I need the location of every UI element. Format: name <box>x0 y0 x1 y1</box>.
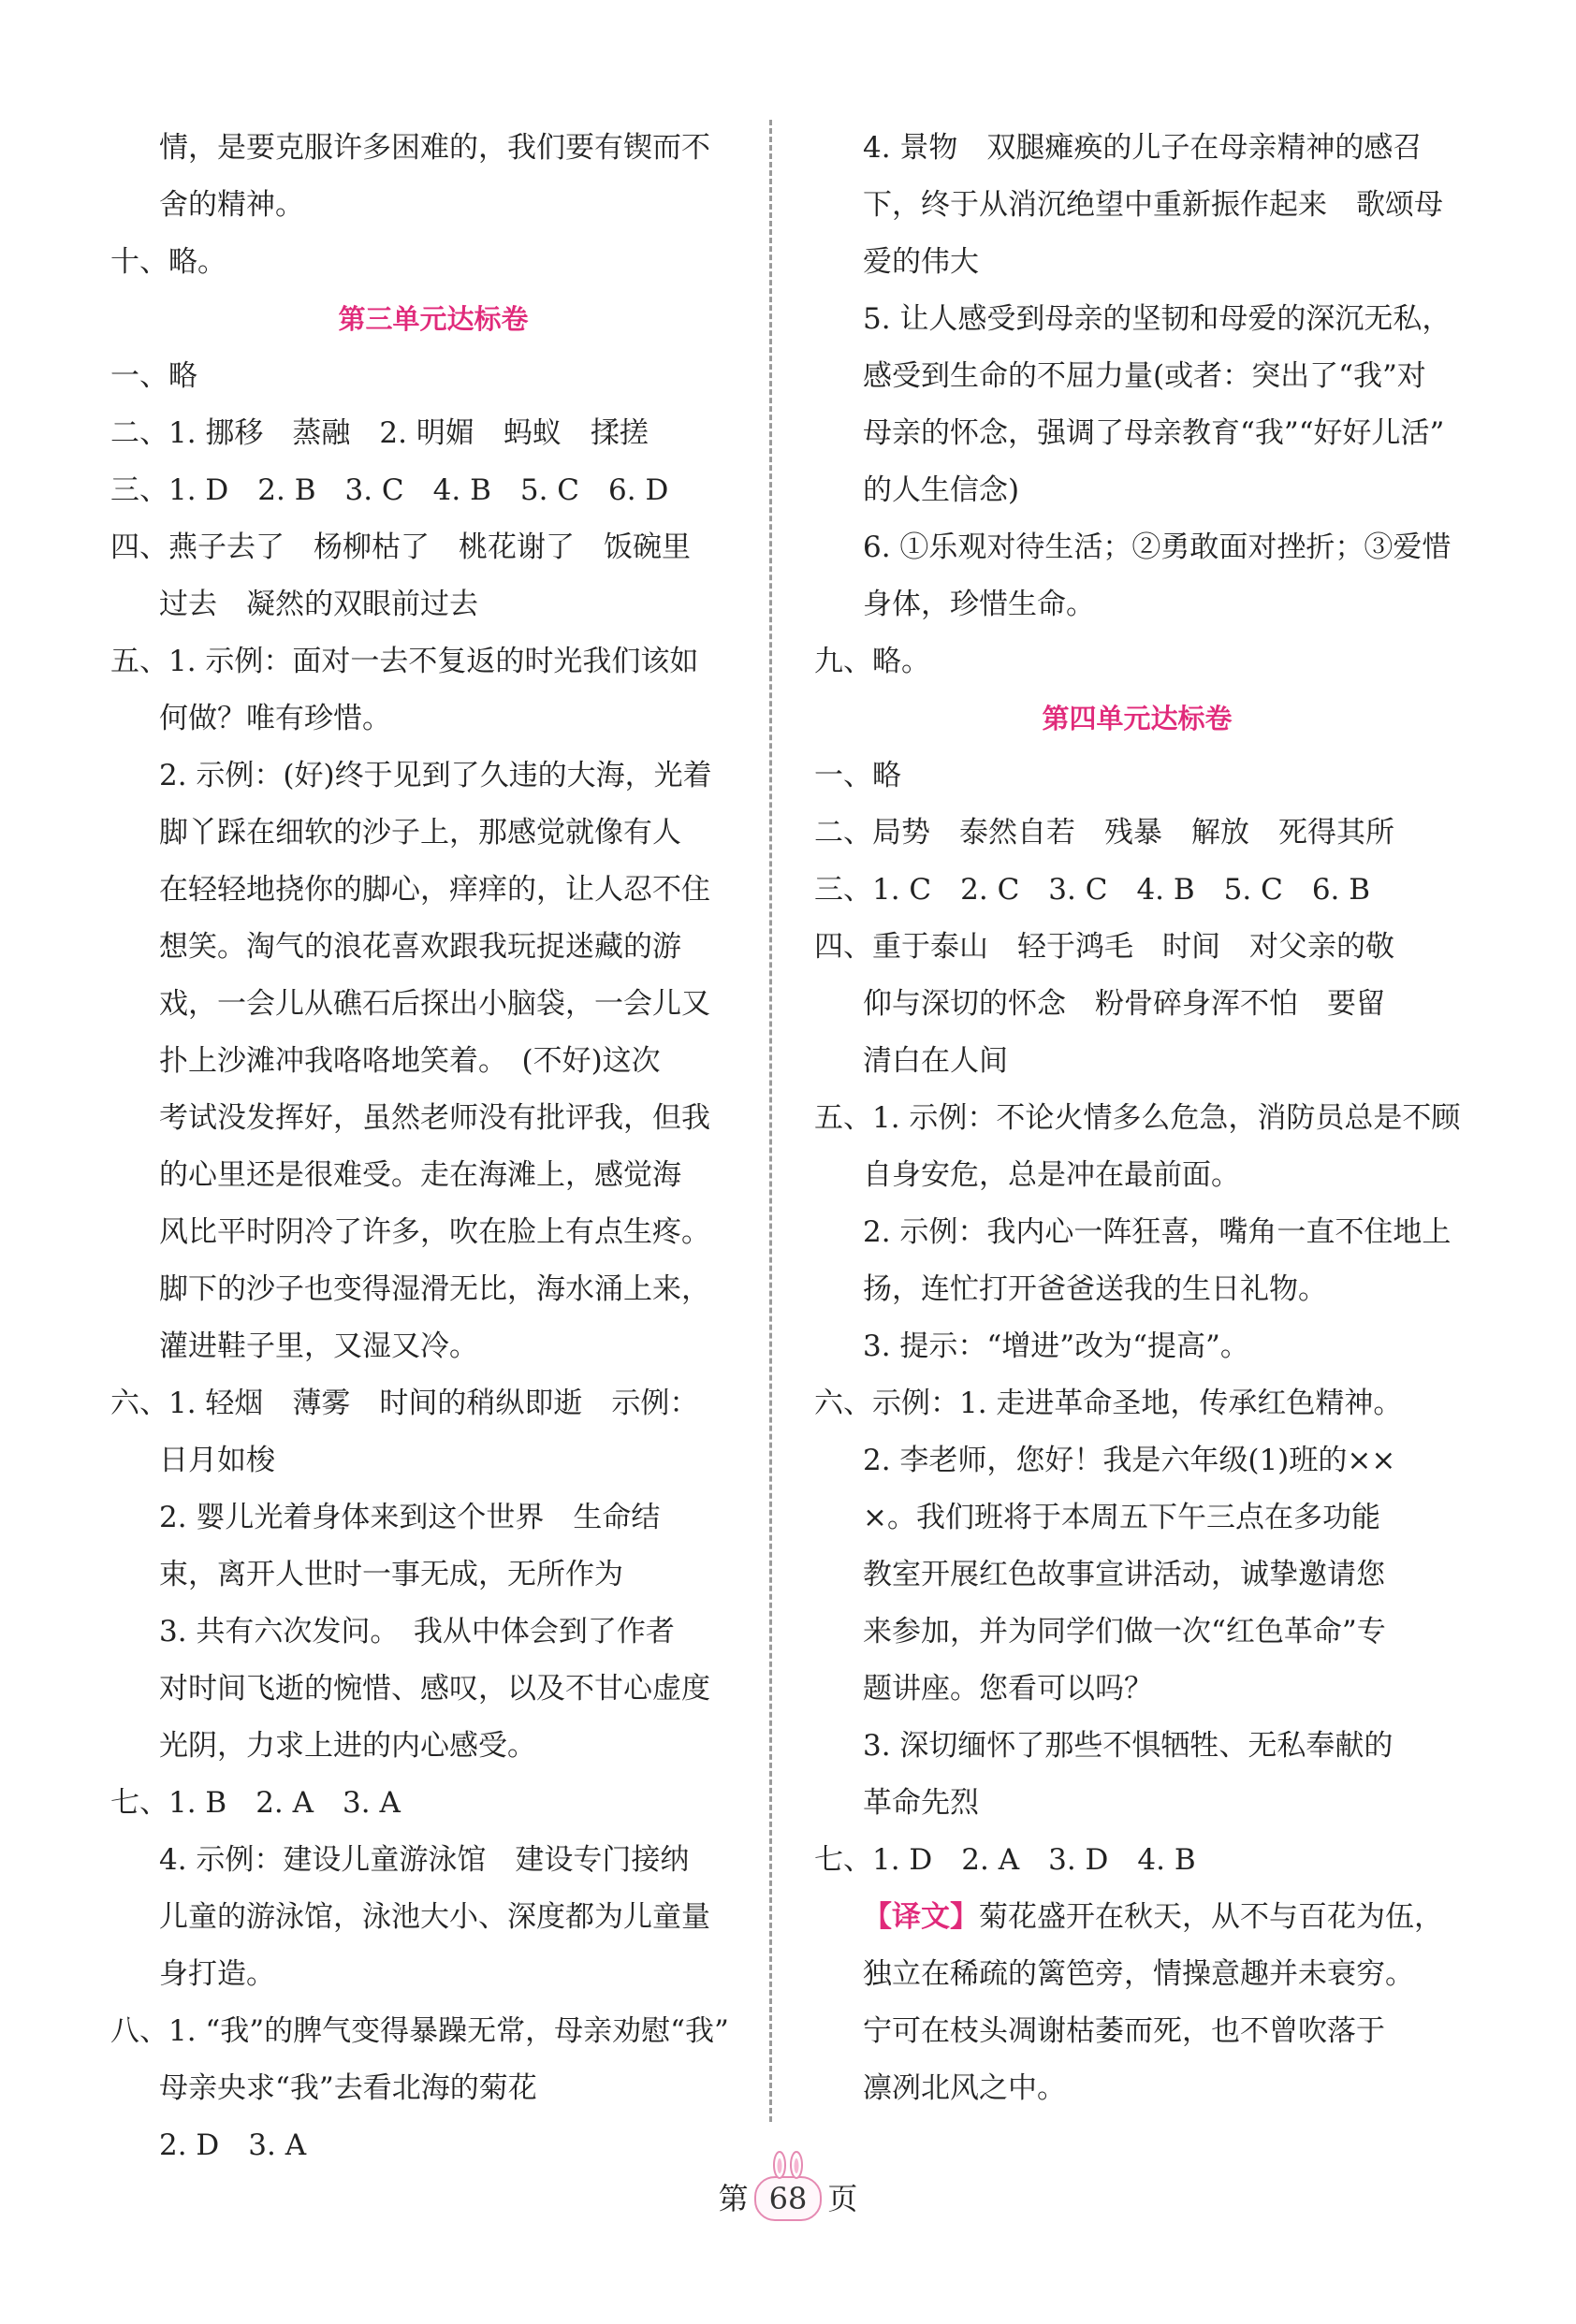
answer-line: 四、燕子去了 杨柳枯了 桃花谢了 饭碗里 <box>110 530 691 564</box>
answer-line: ×。我们班将于本周五下午三点在多功能 <box>863 1501 1380 1534</box>
answer-line: 教室开展红色故事宣讲活动，诚挚邀请您 <box>863 1558 1385 1591</box>
answer-line: 七、1. B 2. A 3. A <box>110 1786 401 1820</box>
answer-line: 扬，连忙打开爸爸送我的生日礼物。 <box>863 1272 1327 1306</box>
answer-line: 二、局势 泰然自若 残暴 解放 死得其所 <box>814 816 1394 850</box>
answer-line: 戏，一会儿从礁石后探出小脑袋，一会儿又 <box>159 987 710 1021</box>
answer-line: 的人生信念) <box>863 473 1020 507</box>
answer-line: 4. 示例：建设儿童游泳馆 建设专门接纳 <box>159 1843 690 1877</box>
answer-line: 宁可在枝头凋谢枯萎而死，也不曾吹落于 <box>863 2014 1385 2048</box>
answer-line: 五、1. 示例：面对一去不复返的时光我们该如 <box>110 645 699 678</box>
answer-line: 来参加，并为同学们做一次“红色革命”专 <box>863 1615 1386 1649</box>
answer-text: 菊花盛开在秋天，从不与百花为伍， <box>979 1900 1443 1934</box>
answer-line: 七、1. D 2. A 3. D 4. B <box>814 1843 1196 1877</box>
answer-line: 六、示例：1. 走进革命圣地，传承红色精神。 <box>814 1387 1403 1420</box>
answer-line: 在轻轻地挠你的脚心，痒痒的，让人忍不住 <box>159 873 710 907</box>
answer-line: 八、1. “我”的脾气变得暴躁无常，母亲劝慰“我” <box>110 2014 729 2048</box>
answer-line: 日月如梭 <box>159 1444 275 1477</box>
answer-line: 6. ①乐观对待生活；②勇敢面对挫折；③爱惜 <box>863 530 1452 564</box>
answer-line <box>814 1889 1460 1946</box>
answer-line: 四、重于泰山 轻于鸿毛 时间 对父亲的敬 <box>814 930 1394 964</box>
answer-line: 革命先烈 <box>863 1786 979 1820</box>
footer-suffix: 页 <box>827 2181 858 2216</box>
section-title: 第四单元达标卷 <box>1042 703 1233 734</box>
answer-line: 3. 共有六次发问。 我从中体会到了作者 <box>159 1615 675 1649</box>
answer-line: 十、略。 <box>110 245 226 279</box>
answer-line: 灌进鞋子里，又湿又冷。 <box>159 1329 478 1363</box>
answer-line: 束，离开人世时一事无成，无所作为 <box>159 1558 623 1591</box>
answer-line: 自身安危，总是冲在最前面。 <box>863 1158 1240 1192</box>
page-footer <box>0 2171 1576 2227</box>
left-column <box>110 120 756 2174</box>
answer-line: 脚下的沙子也变得湿滑无比，海水涌上来， <box>159 1272 710 1306</box>
answer-line: 风比平时阴冷了许多，吹在脸上有点生疼。 <box>159 1215 710 1249</box>
answer-line: 二、1. 挪移 蒸融 2. 明媚 蚂蚁 揉搓 <box>110 416 649 450</box>
answer-line: 三、1. C 2. C 3. C 4. B 5. C 6. B <box>814 873 1371 907</box>
answer-line: 身体，珍惜生命。 <box>863 588 1095 621</box>
answer-line: 扑上沙滩冲我咯咯地笑着。 (不好)这次 <box>159 1044 661 1078</box>
answer-line: 九、略。 <box>814 645 930 678</box>
answer-line: 对时间飞逝的惋惜、感叹，以及不甘心虚度 <box>159 1672 710 1706</box>
footer-prefix: 第 <box>718 2181 749 2216</box>
answer-line: 5. 让人感受到母亲的坚韧和母爱的深沉无私， <box>863 302 1452 336</box>
answer-line: 2. 婴儿光着身体来到这个世界 生命结 <box>159 1501 661 1534</box>
answer-line: 一、略 <box>110 359 197 393</box>
translation-tag: 【译文】 <box>863 1900 979 1934</box>
answer-line: 想笑。淘气的浪花喜欢跟我玩捉迷藏的游 <box>159 930 681 964</box>
answer-line: 母亲的怀念，强调了母亲教育“我”“好好儿活” <box>863 416 1445 450</box>
answer-line: 仰与深切的怀念 粉骨碎身浑不怕 要留 <box>863 987 1385 1021</box>
answer-line: 题讲座。您看可以吗？ <box>863 1672 1153 1706</box>
answer-line: 过去 凝然的双眼前过去 <box>159 588 478 621</box>
answer-line: 考试没发挥好，虽然老师没有批评我，但我 <box>159 1101 710 1135</box>
answer-line: 一、略 <box>814 759 901 792</box>
answer-line: 4. 景物 双腿瘫痪的儿子在母亲精神的感召 <box>863 131 1423 165</box>
answer-line: 3. 深切缅怀了那些不惧牺牲、无私奉献的 <box>863 1729 1394 1763</box>
answer-line: 舍的精神。 <box>159 188 304 222</box>
answer-line: 2. D 3. A <box>159 2128 307 2162</box>
answer-line: 2. 示例：我内心一阵狂喜，嘴角一直不住地上 <box>863 1215 1452 1249</box>
answer-line: 3. 提示：“增进”改为“提高”。 <box>863 1329 1249 1363</box>
answer-line: 2. 示例：(好)终于见到了久违的大海，光着 <box>159 759 712 792</box>
answer-line: 母亲央求“我”去看北海的菊花 <box>159 2071 537 2105</box>
page-number <box>754 2176 823 2221</box>
answer-line: 感受到生命的不屈力量(或者：突出了“我”对 <box>863 359 1426 393</box>
answer-line: 爱的伟大 <box>863 245 979 279</box>
bunny-ears-icon <box>767 2150 809 2180</box>
answer-line: 凛冽北风之中。 <box>863 2071 1066 2105</box>
answer-line: 脚丫踩在细软的沙子上，那感觉就像有人 <box>159 816 681 850</box>
answer-line: 三、1. D 2. B 3. C 4. B 5. C 6. D <box>110 473 669 507</box>
answer-line: 身打造。 <box>159 1957 275 1991</box>
answer-line: 清白在人间 <box>863 1044 1008 1078</box>
answer-line: 五、1. 示例：不论火情多么危急，消防员总是不顾 <box>814 1101 1461 1135</box>
answer-line: 2. 李老师，您好！我是六年级(1)班的×× <box>863 1444 1396 1477</box>
answer-line: 下，终于从消沉绝望中重新振作起来 歌颂母 <box>863 188 1443 222</box>
answer-line: 何做？唯有珍惜。 <box>159 702 391 735</box>
right-column <box>814 120 1460 2117</box>
answer-line: 独立在稀疏的篱笆旁，情操意趣并未衰穷。 <box>863 1957 1414 1991</box>
answer-line: 儿童的游泳馆，泳池大小、深度都为儿童量 <box>159 1900 710 1934</box>
answer-line: 六、1. 轻烟 薄雾 时间的稍纵即逝 示例： <box>110 1387 699 1420</box>
section-title: 第三单元达标卷 <box>338 303 529 335</box>
answer-line: 光阴，力求上进的内心感受。 <box>159 1729 536 1763</box>
answer-line: 的心里还是很难受。走在海滩上，感觉海 <box>159 1158 681 1192</box>
page-number-text: 68 <box>768 2181 808 2216</box>
answer-line: 情，是要克服许多困难的，我们要有锲而不 <box>159 131 710 165</box>
column-divider <box>769 120 772 2122</box>
